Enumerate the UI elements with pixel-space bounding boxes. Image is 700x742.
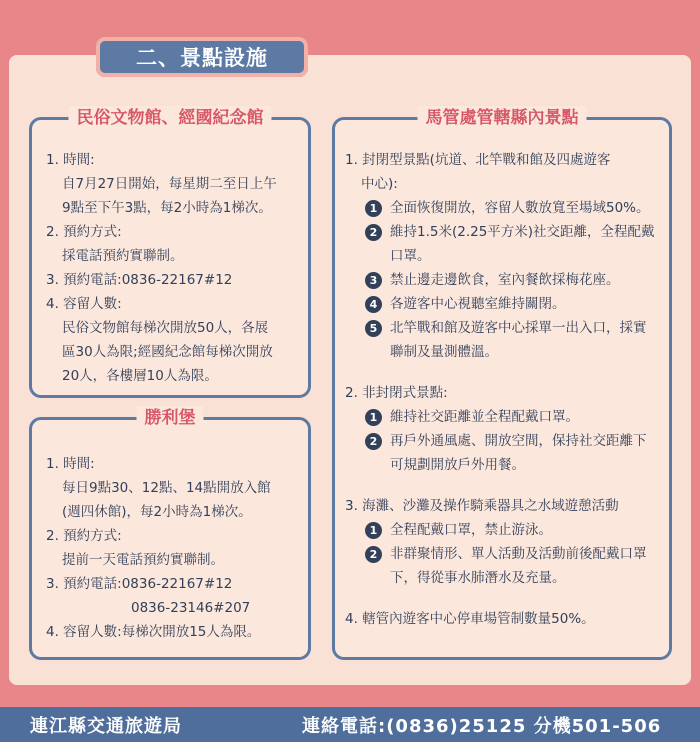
panel-title: 民俗文物館、經國紀念館 <box>69 106 272 130</box>
list-item: (週四休館)，每2小時為1梯次。 <box>62 504 252 520</box>
panel-body <box>345 148 659 631</box>
number-badge-icon: 4 <box>365 296 382 313</box>
section-heading: 3. 海灘、沙灘及操作騎乘器具之水域遊憩活動 <box>345 498 619 514</box>
number-badge-icon: 2 <box>365 433 382 450</box>
section-heading: 1. 封閉型景點(坑道、北竿戰和館及四處遊客 <box>345 152 611 168</box>
section-heading: 中心): <box>361 176 398 192</box>
list-item: 2. 預約方式: <box>46 224 122 240</box>
list-item: 0836-23146#207 <box>131 600 251 616</box>
list-item-text: 禁止邊走邊飲食，室內餐飲採梅花座。 <box>390 272 620 288</box>
list-item: 民俗文物館每梯次開放50人，各展 <box>62 320 269 336</box>
section-heading: 2. 非封閉式景點: <box>345 385 448 401</box>
list-item-text: 再戶外通風處、開放空間，保持社交距離下可規劃開放戶外用餐。 <box>390 433 647 473</box>
list-item: 提前一天電話預約實聯制。 <box>62 552 224 568</box>
list-item: 區30人為限;經國紀念館每梯次開放 <box>62 344 273 360</box>
list-item <box>365 292 659 316</box>
list-item <box>365 518 659 542</box>
panel-matsu-sites <box>332 108 672 660</box>
number-badge-icon: 1 <box>365 200 382 217</box>
list-item-text: 維持1.5米(2.25平方米)社交距離，全程配戴口罩。 <box>390 224 655 264</box>
list-item: 4. 容留人數: <box>46 296 122 312</box>
list-item-text: 全面恢復開放，容留人數放寬至場域50%。 <box>390 200 650 216</box>
list-item <box>365 429 659 477</box>
list-item: 採電話預約實聯制。 <box>62 248 184 264</box>
number-badge-icon: 1 <box>365 522 382 539</box>
list-item <box>365 405 659 429</box>
list-item-text: 非群聚情形、單人活動及活動前後配戴口罩下，得從事水肺潛水及充量。 <box>390 546 647 586</box>
list-item: 2. 預約方式: <box>46 528 122 544</box>
bullet-list <box>345 518 659 590</box>
panel-victory-fort <box>29 408 311 660</box>
list-item: 4. 容留人數:每梯次開放15人為限。 <box>46 624 261 640</box>
list-item <box>365 196 659 220</box>
section-heading: 4. 轄管內遊客中心停車場管制數量50%。 <box>345 611 595 627</box>
list-item <box>365 268 659 292</box>
panel-body <box>46 452 298 644</box>
list-item-text: 北竿戰和館及遊客中心採單一出入口，採實聯制及量測體溫。 <box>390 320 647 360</box>
number-badge-icon: 2 <box>365 546 382 563</box>
section-title: 二、景點設施 <box>96 37 308 77</box>
list-item <box>365 542 659 590</box>
list-item <box>365 316 659 364</box>
footer-bar <box>0 707 700 742</box>
contact-phone: 連絡電話:(0836)25125 分機501-506 <box>302 715 662 737</box>
list-item: 每日9點30、12點、14點開放入館 <box>62 480 271 496</box>
number-badge-icon: 1 <box>365 409 382 426</box>
list-item: 9點至下午3點，每2小時為1梯次。 <box>62 200 272 216</box>
list-item-text: 維持社交距離並全程配戴口罩。 <box>390 409 579 425</box>
organization-name: 連江縣交通旅遊局 <box>30 715 182 737</box>
panel-title: 馬管處管轄縣內景點 <box>418 106 587 130</box>
bullet-list <box>345 405 659 477</box>
panel-title: 勝利堡 <box>137 406 204 430</box>
panel-body <box>46 148 298 388</box>
list-item: 1. 時間: <box>46 456 95 472</box>
list-item-text: 全程配戴口罩，禁止游泳。 <box>390 522 552 538</box>
list-item <box>365 220 659 268</box>
list-item: 3. 預約電話:0836-22167#12 <box>46 272 233 288</box>
number-badge-icon: 2 <box>365 224 382 241</box>
number-badge-icon: 5 <box>365 320 382 337</box>
list-item: 3. 預約電話:0836-22167#12 <box>46 576 233 592</box>
bullet-list <box>345 196 659 364</box>
panel-folk-museum <box>29 108 311 398</box>
list-item: 1. 時間: <box>46 152 95 168</box>
list-item-text: 各遊客中心視聽室維持關閉。 <box>390 296 566 312</box>
number-badge-icon: 3 <box>365 272 382 289</box>
list-item: 自7月27日開始，每星期二至日上午 <box>62 176 277 192</box>
list-item: 20人，各樓層10人為限。 <box>62 368 218 384</box>
